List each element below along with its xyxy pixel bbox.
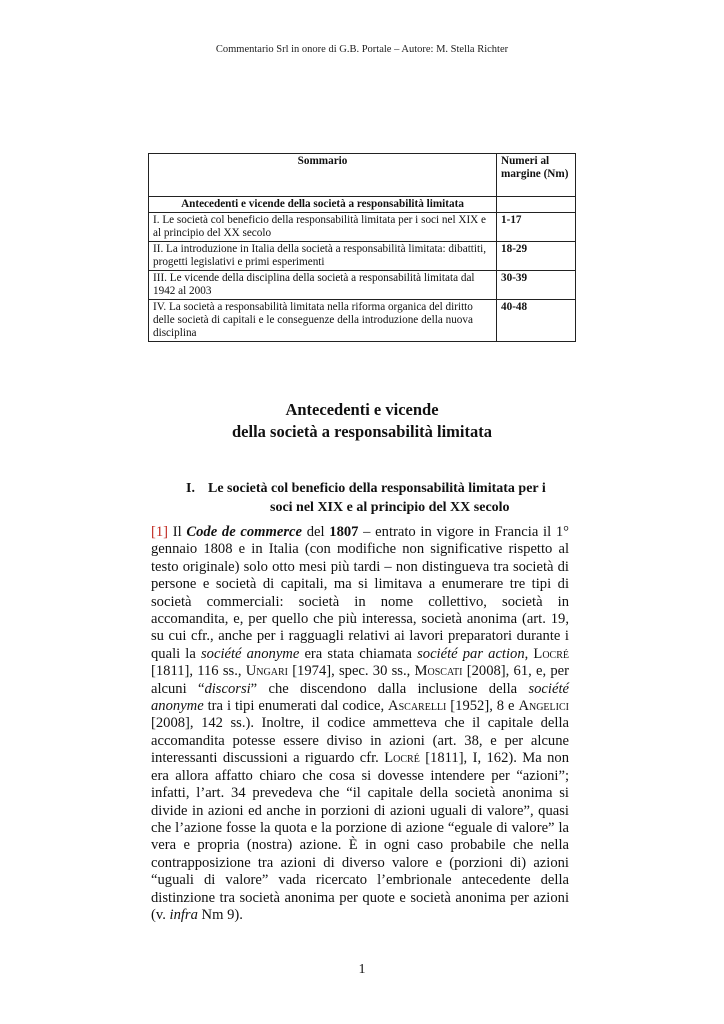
text-run: [1811], 116 ss., (151, 663, 246, 680)
text-run: [1974], spec. 30 ss., (287, 663, 415, 680)
author-citation: Angelici (518, 698, 569, 715)
text-run: tra i tipi enumerati dal codice, (203, 698, 389, 715)
summary-section-empty (497, 197, 576, 213)
italic-term: infra (169, 906, 198, 923)
author-citation: Ascarelli (388, 698, 447, 715)
text-run: , (524, 645, 534, 662)
summary-row-text: II. La introduzione in Italia della società a responsabilità limitata: dibattiti, progetti legislativi e primi esperimenti (149, 242, 497, 271)
summary-heading: Sommario (149, 154, 497, 197)
italic-term: société anonyme (151, 680, 569, 715)
margin-numbers-heading: Numeri al margine (Nm) (497, 154, 576, 197)
running-header: Commentario Srl in onore di G.B. Portale – Autore: M. Stella Richter (215, 44, 509, 55)
text-run: Nm 9). (197, 906, 243, 923)
text-run: [1811], I, 162). Ma non era allora affatto chiaro che cosa si dovesse intendere per “azioni”; infatti, l’art. 34 prevedeva che “il capitale della società anonima si divide in azioni ed anche in porzioni di azioni uguali di valore”, quasi che l’azione fosse la quota e la porzione di azione “eguale di valore” la vera e propria (nostra) azione. È in ogni caso probabile che nella contrapposizione tra azioni di diverso valore e (porzioni di) azioni “uguali di valore” vada ricercato l’embrionale antecedente della distinzione tra società anonima per quote e società anonima per azioni (v. (151, 750, 569, 923)
summary-row-range: 30-39 (497, 271, 576, 300)
italic-term: société par action (417, 645, 525, 662)
author-citation: Ungari (245, 663, 288, 680)
summary-row-text: IV. La società a responsabilità limitata nella riforma organica del diritto delle società di capitali e le conseguenze della introduzione della nuova disciplina (149, 300, 497, 342)
summary-header-row (149, 154, 576, 197)
text-run: del (302, 524, 330, 540)
text-run: – entrato in vigore in Francia il 1° gennaio 1808 e in Italia (con modifiche non significative rispetto al testo originale) solo otto mesi più tardi – non distingueva tra società di persone e società di capitali, ma si limitava a enumerare tre tipi di società commerciali: società in nome collettivo, società in accomandita, e, per quello che più interessa, società anonima (art. 19, su cui cfr., anche per i ragguagli relativi ai lavori preparatori durante i quali la (151, 524, 569, 662)
summary-row-range: 40-48 (497, 300, 576, 342)
document-title-line1: Antecedenti e vicende (285, 400, 439, 419)
text-run: era stata chiamata (299, 645, 418, 662)
margin-number-marker: [1] (151, 524, 169, 540)
document-title (0, 399, 724, 443)
document-title-line2: della società a responsabilità limitata (231, 422, 493, 441)
chapter-number: I. (186, 481, 195, 496)
summary-row-range: 18-29 (497, 242, 576, 271)
summary-section-row (149, 197, 576, 213)
summary-row-text: I. Le società col beneficio della responsabilità limitata per i soci nel XIX e al principio del XX secolo (149, 213, 497, 242)
text-run: [2008], 61, e, per alcuni “ (151, 663, 569, 697)
chapter-heading (186, 479, 578, 517)
text-run: Il (168, 524, 187, 540)
page-number: 1 (358, 962, 366, 977)
author-citation: Locré (533, 645, 569, 662)
author-citation: Moscati (414, 663, 463, 680)
text-run: [1952], 8 e (446, 698, 519, 715)
summary-row (149, 242, 576, 271)
italic-term: discorsi (204, 680, 251, 697)
chapter-title-line2: soci nel XIX e al principio del XX secolo (270, 500, 510, 515)
summary-row-text: III. Le vicende della disciplina della società a responsabilità limitata dal 1942 al 2003 (149, 271, 497, 300)
summary-row (149, 300, 576, 342)
text-run: ” che discendono dalla inclusione della (250, 680, 529, 697)
italic-term: société anonyme (200, 645, 300, 662)
code-title: Code de commerce (186, 524, 302, 540)
year: 1807 (329, 524, 359, 540)
summary-row (149, 271, 576, 300)
author-citation: Locré (384, 750, 420, 767)
summary-row-range: 1-17 (497, 213, 576, 242)
body-paragraph (151, 524, 569, 924)
text-run: [2008], 142 ss.). Inoltre, il codice ammetteva che il capitale della accomandita potesse essere diviso in azioni (art. 38, e per alcune interessanti discussioni a riguardo cfr. (151, 715, 569, 767)
summary-table (148, 153, 576, 342)
chapter-title-line1: Le società col beneficio della responsabilità limitata per i (208, 481, 546, 496)
summary-row (149, 213, 576, 242)
summary-section-title: Antecedenti e vicende della società a responsabilità limitata (149, 197, 497, 213)
